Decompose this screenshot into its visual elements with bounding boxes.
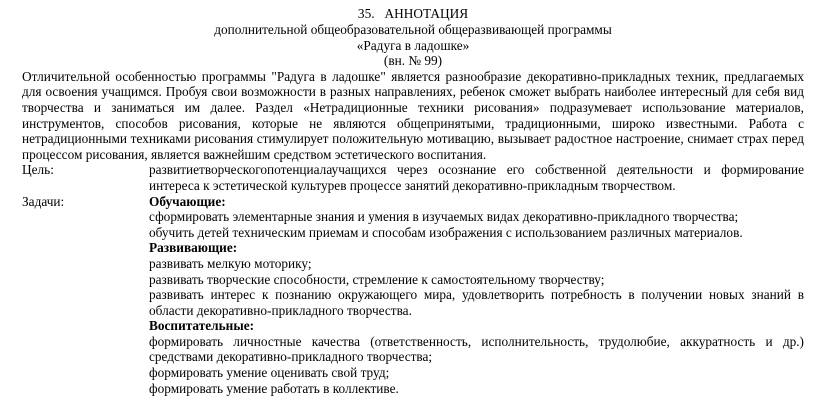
task-group-heading: Обучающие: (149, 193, 226, 209)
task-group-heading: Развивающие: (149, 240, 238, 256)
program-name: «Радуга в ладошке» (356, 37, 470, 53)
task-item: формировать умение работать в коллективе. (149, 380, 399, 396)
task-item: формировать умение оценивать свой труд; (149, 365, 390, 381)
annotation-document (22, 6, 804, 396)
annotation-title: АННОТАЦИЯ (384, 6, 469, 21)
annotation-number: 35. (357, 6, 375, 21)
task-item: сформировать элементарные знания и умения в изучаемых видах декоративно-прикладного творчества; (149, 209, 739, 225)
task-item: обучить детей техническим приемам и способам изображения с использованием различных материалов. (149, 224, 743, 240)
task-item: развивать мелкую моторику; (149, 255, 312, 271)
tasks-label: Задачи: (22, 193, 65, 209)
intro-paragraph: Отличительной особенностью программы "Радуга в ладошке" является разнообразие декоративно-прикладных техник, предлагаемых для освоения учащимся. Пробуя свои возможности в разных направлениях, ребенок сможет выбрать наиболее интересный для себя вид творчества и заниматься им далее. Раздел «Нетрадиционные техники рисования» подразумевает использование материалов, инструментов, способов рисования, которые не являются общепринятыми, традиционными, широко известными. Работа с нетрадиционными техниками рисования стимулирует положительную мотивацию, вызывает радостное настроение, снимает страх перед процессом рисования, является важнейшим средством эстетического воспитания. (22, 68, 804, 162)
goal-text: развитиетворческогопотенциалаучащихся через осознание его собственной деятельности и формирование интереса к эстетической культурев процессе занятий декоративно-прикладным творчеством. (149, 162, 804, 193)
task-item: формировать личностные качества (ответственность, исполнительность, трудолюбие, аккуратность и др.) средствами декоративно-прикладного творчества; (149, 333, 804, 365)
program-subtitle: дополнительной общеобразовательной общеразвивающей программы (214, 22, 612, 37)
tasks-content (149, 194, 804, 397)
program-reg-number: (вн. № 99) (383, 53, 443, 69)
goal-label: Цель: (22, 162, 54, 178)
task-group-heading: Воспитательные: (149, 318, 255, 334)
task-item: развивать интерес к познанию окружающего мира, удовлетворить потребность в получении новых знаний в области декоративно-прикладного творчества. (149, 287, 804, 318)
tasks-row (22, 194, 804, 397)
goal-row (22, 162, 804, 193)
annotation-heading (22, 6, 804, 22)
task-item: развивать творческие способности, стремление к самостоятельному творчеству; (149, 271, 605, 287)
